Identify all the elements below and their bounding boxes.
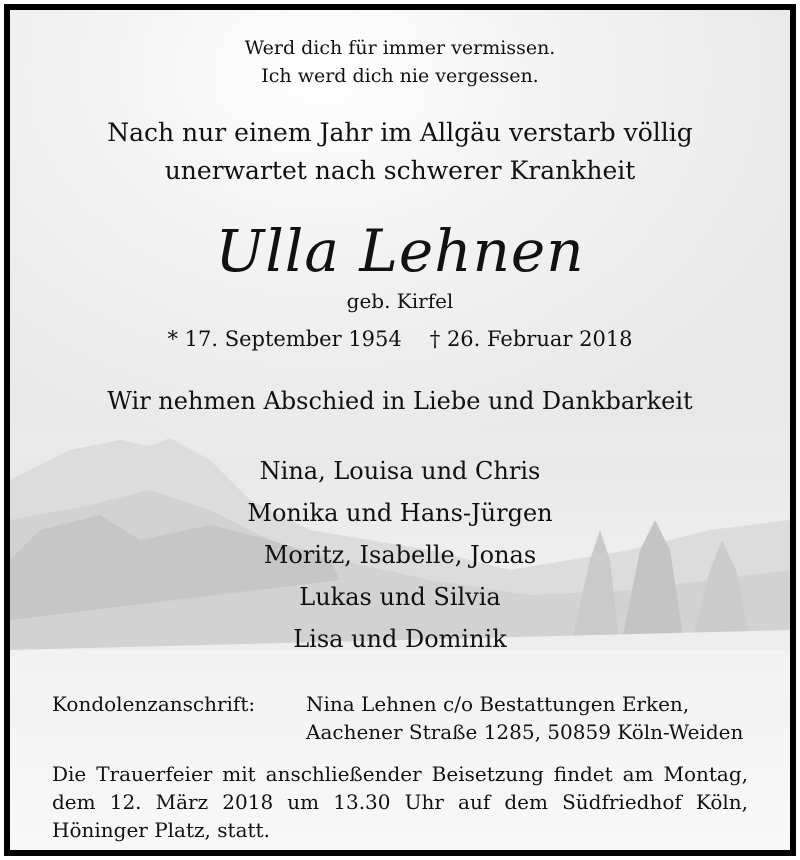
mourner-entry: Monika und Hans-Jürgen <box>247 499 553 527</box>
condolence-address <box>306 690 743 746</box>
mourners-list <box>10 450 790 660</box>
service-notice <box>52 760 748 844</box>
motto <box>10 34 790 90</box>
motto-line: Werd dich für immer vermissen. <box>244 37 556 59</box>
death-date: † 26. Februar 2018 <box>429 327 633 351</box>
intro-line: unerwartet nach schwerer Krankheit <box>164 156 636 185</box>
address-line: Aachener Straße 1285, 50859 Köln-Weiden <box>306 720 744 744</box>
intro-line: Nach nur einem Jahr im Allgäu verstarb völlig <box>107 118 693 147</box>
obituary-content <box>10 10 790 850</box>
life-dates <box>10 324 790 354</box>
mourner-entry: Moritz, Isabelle, Jonas <box>263 541 537 569</box>
farewell-line: Wir nehmen Abschied in Liebe und Dankbarkeit <box>107 387 693 415</box>
condolence-label: Kondolenzanschrift: <box>52 692 256 716</box>
obituary-frame <box>4 4 796 856</box>
birth-date: * 17. September 1954 <box>167 327 402 351</box>
deceased-name: Ulla Lehnen <box>215 217 585 285</box>
service-line: Höninger Platz, statt. <box>52 818 270 842</box>
mourner-entry: Lukas und Silvia <box>299 583 501 611</box>
mourner-entry: Nina, Louisa und Chris <box>259 457 541 485</box>
service-line: dem 12. März 2018 um 13.30 Uhr auf dem Südfriedhof Köln, <box>52 790 748 814</box>
intro-text <box>10 114 790 190</box>
address-line: Nina Lehnen c/o Bestattungen Erken, <box>306 692 690 716</box>
motto-line: Ich werd dich nie vergessen. <box>261 65 539 87</box>
birth-name: geb. Kirfel <box>346 289 454 313</box>
mourner-entry: Lisa und Dominik <box>293 625 507 653</box>
service-line: Die Trauerfeier mit anschließender Beisetzung findet am Montag, <box>52 762 748 786</box>
